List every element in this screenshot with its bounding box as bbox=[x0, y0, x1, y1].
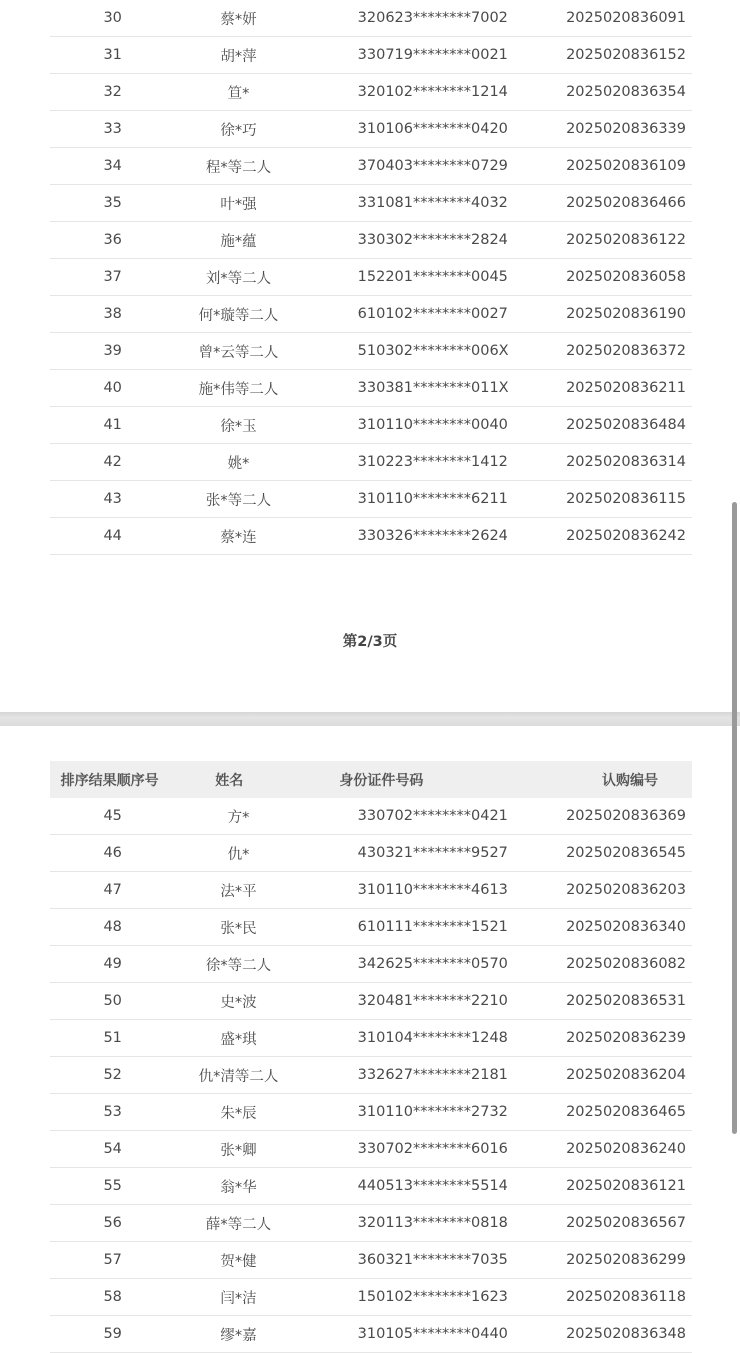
table-header-row bbox=[50, 761, 692, 798]
cell-subscription-no: 2025020836545 bbox=[566, 845, 686, 861]
cell-subscription-no: 2025020836082 bbox=[566, 956, 686, 972]
cell-id-number: 332627********2181 bbox=[357, 1067, 508, 1083]
cell-name: 徐*等二人 bbox=[205, 957, 272, 974]
header-subscription-no: 认购编号 bbox=[602, 772, 658, 789]
cell-sequence-no: 38 bbox=[103, 306, 122, 322]
header-sequence-no: 排序结果顺序号 bbox=[60, 772, 159, 789]
cell-name: 徐*巧 bbox=[220, 122, 257, 139]
cell-sequence-no: 48 bbox=[103, 919, 122, 935]
cell-name: 施*蕴 bbox=[220, 233, 257, 250]
table-row bbox=[50, 946, 692, 983]
table-row bbox=[50, 444, 692, 481]
cell-name: 曾*云等二人 bbox=[198, 344, 279, 361]
cell-id-number: 310223********1412 bbox=[357, 454, 508, 470]
cell-sequence-no: 59 bbox=[103, 1326, 122, 1342]
document-page-3 bbox=[0, 726, 734, 1353]
page-number-label: 第2/3页 bbox=[342, 634, 398, 650]
table-row bbox=[50, 407, 692, 444]
cell-name: 闫*洁 bbox=[220, 1290, 257, 1307]
table-row bbox=[50, 1279, 692, 1316]
table-row bbox=[50, 909, 692, 946]
cell-id-number: 310110********4613 bbox=[357, 882, 508, 898]
cell-id-number: 320102********1214 bbox=[357, 84, 508, 100]
cell-subscription-no: 2025020836348 bbox=[566, 1326, 686, 1342]
cell-name: 张*等二人 bbox=[205, 492, 272, 509]
table-row bbox=[50, 798, 692, 835]
table-row bbox=[50, 1316, 692, 1353]
table-row bbox=[50, 1094, 692, 1131]
cell-subscription-no: 2025020836531 bbox=[566, 993, 686, 1009]
cell-subscription-no: 2025020836152 bbox=[566, 47, 686, 63]
cell-sequence-no: 52 bbox=[103, 1067, 122, 1083]
cell-subscription-no: 2025020836203 bbox=[566, 882, 686, 898]
cell-id-number: 360321********7035 bbox=[357, 1252, 508, 1268]
cell-sequence-no: 32 bbox=[103, 84, 122, 100]
table-row bbox=[50, 370, 692, 407]
table-row bbox=[50, 259, 692, 296]
cell-name: 张*卿 bbox=[220, 1142, 257, 1159]
cell-id-number: 330302********2824 bbox=[357, 232, 508, 248]
cell-id-number: 331081********4032 bbox=[357, 195, 508, 211]
cell-name: 笪* bbox=[227, 85, 250, 102]
cell-subscription-no: 2025020836339 bbox=[566, 121, 686, 137]
cell-sequence-no: 30 bbox=[103, 10, 122, 26]
cell-subscription-no: 2025020836240 bbox=[566, 1141, 686, 1157]
cell-subscription-no: 2025020836109 bbox=[566, 158, 686, 174]
cell-sequence-no: 46 bbox=[103, 845, 122, 861]
cell-id-number: 310110********6211 bbox=[357, 491, 508, 507]
cell-name: 姚* bbox=[227, 455, 250, 472]
cell-sequence-no: 54 bbox=[103, 1141, 122, 1157]
cell-sequence-no: 55 bbox=[103, 1178, 122, 1194]
cell-id-number: 310104********1248 bbox=[357, 1030, 508, 1046]
cell-sequence-no: 35 bbox=[103, 195, 122, 211]
cell-sequence-no: 43 bbox=[103, 491, 122, 507]
cell-name: 朱*辰 bbox=[220, 1105, 257, 1122]
cell-name: 徐*玉 bbox=[220, 418, 257, 435]
cell-subscription-no: 2025020836211 bbox=[566, 380, 686, 396]
table-row bbox=[50, 222, 692, 259]
cell-id-number: 342625********0570 bbox=[357, 956, 508, 972]
cell-subscription-no: 2025020836465 bbox=[566, 1104, 686, 1120]
cell-id-number: 330719********0021 bbox=[357, 47, 508, 63]
cell-subscription-no: 2025020836369 bbox=[566, 808, 686, 824]
cell-sequence-no: 37 bbox=[103, 269, 122, 285]
cell-sequence-no: 51 bbox=[103, 1030, 122, 1046]
cell-id-number: 310105********0440 bbox=[357, 1326, 508, 1342]
table-row bbox=[50, 983, 692, 1020]
cell-name: 胡*萍 bbox=[220, 48, 257, 65]
cell-name: 施*伟等二人 bbox=[198, 381, 279, 398]
cell-id-number: 610102********0027 bbox=[357, 306, 508, 322]
cell-sequence-no: 42 bbox=[103, 454, 122, 470]
cell-sequence-no: 58 bbox=[103, 1289, 122, 1305]
cell-subscription-no: 2025020836204 bbox=[566, 1067, 686, 1083]
cell-subscription-no: 2025020836190 bbox=[566, 306, 686, 322]
table-row bbox=[50, 0, 692, 37]
cell-subscription-no: 2025020836340 bbox=[566, 919, 686, 935]
cell-id-number: 320113********0818 bbox=[357, 1215, 508, 1231]
cell-sequence-no: 45 bbox=[103, 808, 122, 824]
cell-id-number: 310106********0420 bbox=[357, 121, 508, 137]
cell-name: 薛*等二人 bbox=[205, 1216, 272, 1233]
cell-id-number: 330381********011X bbox=[357, 380, 509, 396]
cell-id-number: 370403********0729 bbox=[357, 158, 508, 174]
cell-name: 蔡*连 bbox=[220, 529, 257, 546]
results-table-page-2 bbox=[50, 0, 692, 555]
cell-name: 贺*健 bbox=[220, 1253, 257, 1270]
table-row bbox=[50, 1168, 692, 1205]
table-row bbox=[50, 37, 692, 74]
cell-sequence-no: 47 bbox=[103, 882, 122, 898]
cell-subscription-no: 2025020836567 bbox=[566, 1215, 686, 1231]
cell-id-number: 440513********5514 bbox=[357, 1178, 508, 1194]
scrollbar-thumb[interactable] bbox=[732, 502, 737, 1134]
cell-subscription-no: 2025020836121 bbox=[566, 1178, 686, 1194]
cell-sequence-no: 49 bbox=[103, 956, 122, 972]
cell-id-number: 310110********0040 bbox=[357, 417, 508, 433]
cell-name: 叶*强 bbox=[220, 196, 257, 213]
table-row bbox=[50, 74, 692, 111]
table-row bbox=[50, 148, 692, 185]
cell-sequence-no: 44 bbox=[103, 528, 122, 544]
cell-name: 缪*嘉 bbox=[220, 1327, 257, 1344]
cell-id-number: 610111********1521 bbox=[357, 919, 508, 935]
cell-subscription-no: 2025020836058 bbox=[566, 269, 686, 285]
cell-id-number: 330326********2624 bbox=[357, 528, 508, 544]
table-row bbox=[50, 1242, 692, 1279]
cell-subscription-no: 2025020836118 bbox=[566, 1289, 686, 1305]
cell-subscription-no: 2025020836115 bbox=[566, 491, 686, 507]
cell-sequence-no: 40 bbox=[103, 380, 122, 396]
results-table-page-3 bbox=[50, 761, 692, 1353]
table-row bbox=[50, 835, 692, 872]
header-id-number: 身份证件号码 bbox=[339, 772, 424, 789]
cell-name: 盛*琪 bbox=[220, 1031, 257, 1048]
cell-subscription-no: 2025020836372 bbox=[566, 343, 686, 359]
cell-id-number: 310110********2732 bbox=[357, 1104, 508, 1120]
cell-name: 仇* bbox=[227, 846, 250, 863]
cell-subscription-no: 2025020836484 bbox=[566, 417, 686, 433]
table-row bbox=[50, 296, 692, 333]
cell-subscription-no: 2025020836354 bbox=[566, 84, 686, 100]
table-row bbox=[50, 185, 692, 222]
cell-subscription-no: 2025020836299 bbox=[566, 1252, 686, 1268]
cell-subscription-no: 2025020836091 bbox=[566, 10, 686, 26]
table-row bbox=[50, 481, 692, 518]
cell-sequence-no: 39 bbox=[103, 343, 122, 359]
cell-id-number: 150102********1623 bbox=[357, 1289, 508, 1305]
table-row bbox=[50, 1057, 692, 1094]
table-row bbox=[50, 333, 692, 370]
table-row bbox=[50, 518, 692, 555]
cell-id-number: 330702********6016 bbox=[357, 1141, 508, 1157]
table-row bbox=[50, 1020, 692, 1057]
cell-name: 程*等二人 bbox=[205, 159, 272, 176]
cell-sequence-no: 31 bbox=[103, 47, 122, 63]
table-row bbox=[50, 1131, 692, 1168]
cell-name: 蔡*妍 bbox=[220, 11, 257, 28]
table-row bbox=[50, 111, 692, 148]
cell-sequence-no: 53 bbox=[103, 1104, 122, 1120]
cell-name: 史*波 bbox=[220, 994, 257, 1011]
cell-name: 法*平 bbox=[220, 883, 257, 900]
cell-name: 方* bbox=[227, 809, 250, 826]
cell-id-number: 320623********7002 bbox=[357, 10, 508, 26]
cell-id-number: 510302********006X bbox=[357, 343, 509, 359]
cell-subscription-no: 2025020836314 bbox=[566, 454, 686, 470]
cell-subscription-no: 2025020836239 bbox=[566, 1030, 686, 1046]
cell-subscription-no: 2025020836466 bbox=[566, 195, 686, 211]
cell-name: 仇*清等二人 bbox=[198, 1068, 279, 1085]
cell-name: 张*民 bbox=[220, 920, 257, 937]
cell-sequence-no: 34 bbox=[103, 158, 122, 174]
cell-id-number: 330702********0421 bbox=[357, 808, 508, 824]
cell-name: 何*璇等二人 bbox=[198, 307, 279, 324]
cell-sequence-no: 33 bbox=[103, 121, 122, 137]
cell-name: 刘*等二人 bbox=[205, 270, 272, 287]
table-row bbox=[50, 1205, 692, 1242]
cell-subscription-no: 2025020836242 bbox=[566, 528, 686, 544]
cell-subscription-no: 2025020836122 bbox=[566, 232, 686, 248]
table-row bbox=[50, 872, 692, 909]
cell-id-number: 430321********9527 bbox=[357, 845, 508, 861]
cell-name: 翁*华 bbox=[220, 1179, 257, 1196]
cell-sequence-no: 57 bbox=[103, 1252, 122, 1268]
cell-sequence-no: 41 bbox=[103, 417, 122, 433]
cell-id-number: 152201********0045 bbox=[357, 269, 508, 285]
page-divider bbox=[0, 712, 740, 726]
cell-sequence-no: 36 bbox=[103, 232, 122, 248]
cell-sequence-no: 50 bbox=[103, 993, 122, 1009]
header-name: 姓名 bbox=[215, 772, 244, 789]
cell-sequence-no: 56 bbox=[103, 1215, 122, 1231]
cell-id-number: 320481********2210 bbox=[357, 993, 508, 1009]
